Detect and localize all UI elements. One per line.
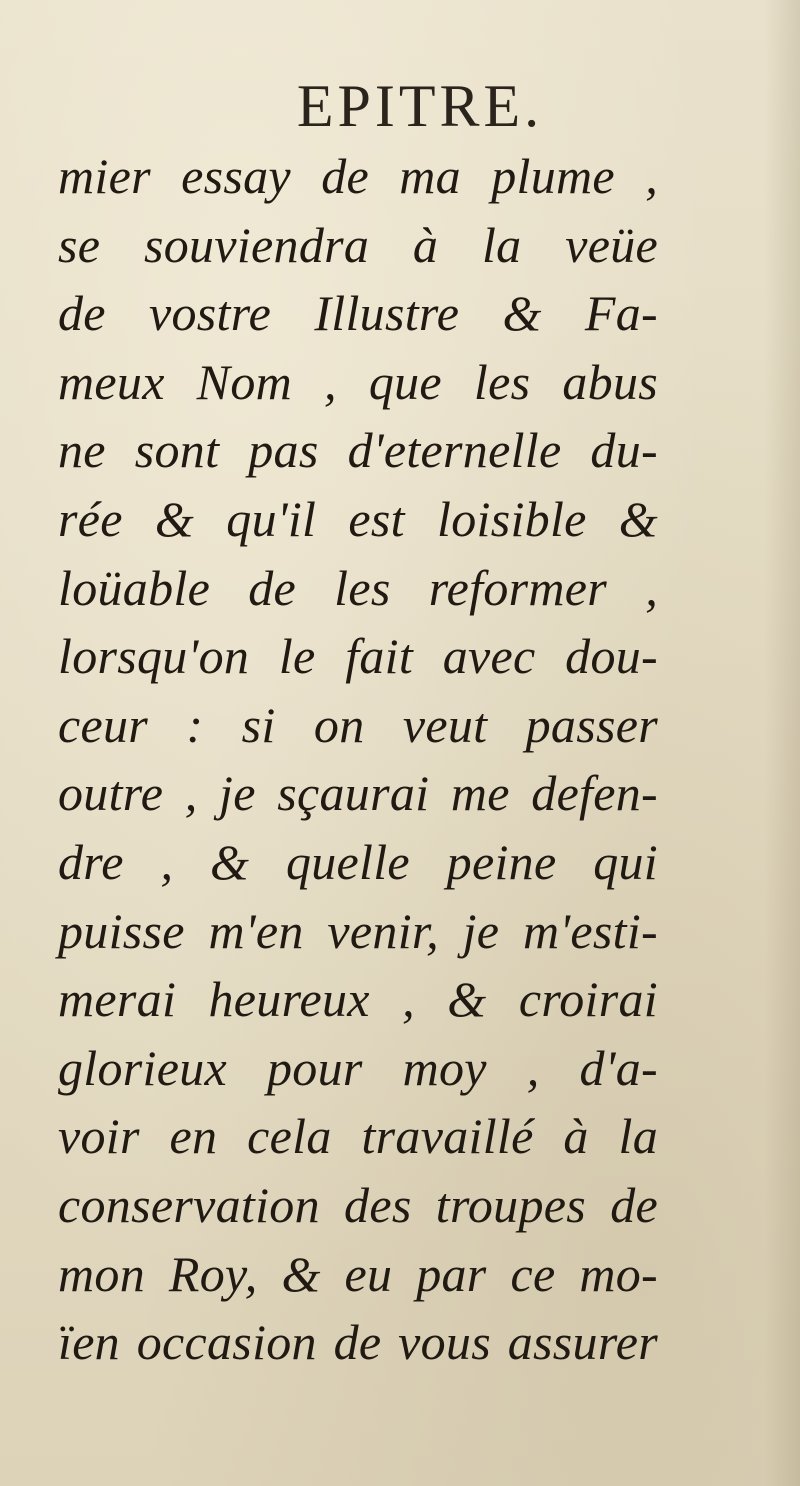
text-line: se souviendra à la veüe bbox=[58, 216, 658, 273]
text-line: outre , je sçaurai me defen- bbox=[58, 765, 658, 822]
page-gutter-shadow bbox=[764, 0, 800, 1486]
text-line: loüable de les reformer , bbox=[58, 559, 658, 616]
text-line: conservation des troupes de bbox=[58, 1176, 658, 1233]
text-line: merai heureux , & croirai bbox=[58, 971, 658, 1028]
text-line: meux Nom , que les abus bbox=[58, 353, 658, 410]
text-line: rée & qu'il est loisible & bbox=[58, 490, 658, 547]
text-line: ne sont pas d'eternelle du- bbox=[58, 422, 658, 479]
text-line: mier essay de ma plume , bbox=[58, 148, 658, 204]
text-line: mon Roy, & eu par ce mo- bbox=[58, 1245, 658, 1302]
text-line: de vostre Illustre & Fa- bbox=[58, 285, 658, 342]
body-text bbox=[58, 142, 658, 1377]
running-head: EPITRE. bbox=[296, 73, 544, 139]
text-line: ïen occasion de vous assurer bbox=[58, 1314, 658, 1371]
text-line: voir en cela travaillé à la bbox=[58, 1108, 658, 1165]
text-line: puisse m'en venir, je m'esti- bbox=[58, 902, 658, 959]
text-line: ceur : si on veut passer bbox=[58, 696, 658, 753]
text-line: dre , & quelle peine qui bbox=[58, 833, 658, 890]
text-line: glorieux pour moy , d'a- bbox=[58, 1039, 658, 1096]
text-line: lorsqu'on le fait avec dou- bbox=[58, 628, 658, 685]
